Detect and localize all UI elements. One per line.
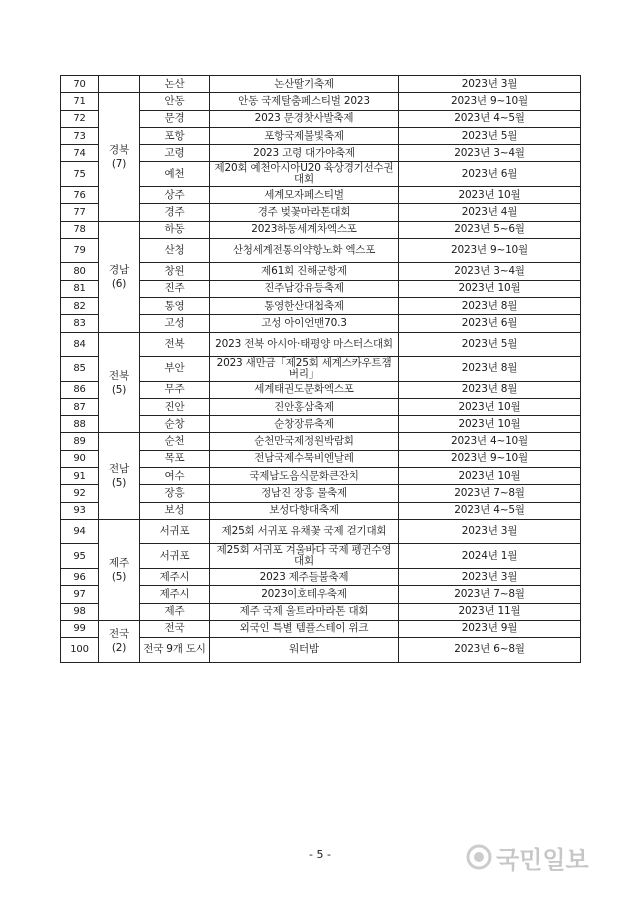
city-cell: 산청: [140, 238, 210, 263]
city-cell: 목포: [140, 450, 210, 467]
city-cell: 전국: [140, 620, 210, 637]
row-number: 97: [61, 586, 99, 603]
row-number: 73: [61, 127, 99, 144]
page-number: - 5 -: [309, 848, 331, 861]
region-count: (5): [111, 383, 127, 396]
city-cell: 하동: [140, 221, 210, 238]
region-cell-empty: [99, 76, 140, 93]
date-cell: 2023년 5~6월: [399, 221, 581, 238]
row-number: 91: [61, 468, 99, 485]
event-name-cell: 워터밤: [210, 638, 399, 663]
table-row: [61, 93, 581, 110]
date-cell: 2023년 3월: [399, 568, 581, 585]
region-cell-jeonnam: [99, 433, 140, 519]
row-number: 84: [61, 332, 99, 357]
date-cell: 2023년 3~4월: [399, 145, 581, 162]
table-row: [61, 221, 581, 238]
city-cell: 진주: [140, 280, 210, 297]
date-cell: 2023년 9~10월: [399, 238, 581, 263]
city-cell: 통영: [140, 297, 210, 314]
row-number: 79: [61, 238, 99, 263]
city-cell: 전국 9개 도시: [140, 638, 210, 663]
region-name: 경남: [109, 263, 129, 276]
row-number: 99: [61, 620, 99, 637]
city-cell: 제주시: [140, 586, 210, 603]
date-cell: 2023년 10월: [399, 416, 581, 433]
region-name: 제주: [109, 556, 129, 569]
event-name-cell: 제25회 서귀포 겨울바다 국제 펭귄수영대회: [210, 544, 399, 569]
table-row: [61, 433, 581, 450]
city-cell: 예천: [140, 162, 210, 187]
region-name: 경북: [109, 143, 129, 156]
event-name-cell: 2023 새만금「제25회 세계스카우트잼버리」: [210, 357, 399, 382]
watermark-logo: [466, 840, 626, 874]
row-number: 76: [61, 186, 99, 203]
region-name: 전남: [109, 463, 129, 476]
event-name-cell: 보성다향대축제: [210, 502, 399, 519]
city-cell: 창원: [140, 263, 210, 280]
table-row: [61, 620, 581, 637]
row-number: 80: [61, 263, 99, 280]
region-cell-nationwide: [99, 620, 140, 662]
date-cell: 2024년 1월: [399, 544, 581, 569]
date-cell: 2023년 3월: [399, 519, 581, 544]
date-cell: 2023년 4~5월: [399, 110, 581, 127]
city-cell: 제주: [140, 603, 210, 620]
row-number: 77: [61, 204, 99, 221]
row-number: 94: [61, 519, 99, 544]
date-cell: 2023년 4~10월: [399, 433, 581, 450]
event-name-cell: 제주 국제 울트라마라톤 대회: [210, 603, 399, 620]
event-name-cell: 논산딸기축제: [210, 76, 399, 93]
city-cell: 포항: [140, 127, 210, 144]
date-cell: 2023년 6월: [399, 162, 581, 187]
row-number: 74: [61, 145, 99, 162]
row-number: 75: [61, 162, 99, 187]
region-cell-jeonbuk: [99, 332, 140, 433]
row-number: 93: [61, 502, 99, 519]
row-number: 89: [61, 433, 99, 450]
region-cell-gyeongbuk: [99, 93, 140, 221]
city-cell: 안동: [140, 93, 210, 110]
event-name-cell: 제20회 예천아시아U20 육상경기선수권대회: [210, 162, 399, 187]
city-cell: 고성: [140, 315, 210, 332]
event-name-cell: 포항국제불빛축제: [210, 127, 399, 144]
date-cell: 2023년 10월: [399, 186, 581, 203]
event-name-cell: 산청세계전통의약항노화 엑스포: [210, 238, 399, 263]
date-cell: 2023년 4~5월: [399, 502, 581, 519]
row-number: 92: [61, 485, 99, 502]
event-name-cell: 진안홍삼축제: [210, 398, 399, 415]
date-cell: 2023년 10월: [399, 468, 581, 485]
city-cell: 고령: [140, 145, 210, 162]
date-cell: 2023년 8월: [399, 381, 581, 398]
date-cell: 2023년 10월: [399, 398, 581, 415]
city-cell: 순창: [140, 416, 210, 433]
table-row: [61, 519, 581, 544]
city-cell: 장흥: [140, 485, 210, 502]
event-name-cell: 진주남강유등축제: [210, 280, 399, 297]
date-cell: 2023년 5월: [399, 332, 581, 357]
festival-table: [60, 75, 581, 663]
date-cell: 2023년 10월: [399, 280, 581, 297]
row-number: 100: [61, 638, 99, 663]
row-number: 88: [61, 416, 99, 433]
date-cell: 2023년 3월: [399, 76, 581, 93]
event-name-cell: 2023하동세계차엑스포: [210, 221, 399, 238]
city-cell: 서귀포: [140, 519, 210, 544]
event-name-cell: 2023 문경찻사발축제: [210, 110, 399, 127]
city-cell: 전북: [140, 332, 210, 357]
date-cell: 2023년 3~4월: [399, 263, 581, 280]
region-count: (5): [111, 477, 127, 490]
city-cell: 보성: [140, 502, 210, 519]
city-cell: 논산: [140, 76, 210, 93]
kukmin-logo-icon: [466, 844, 492, 870]
event-name-cell: 세계모자페스티벌: [210, 186, 399, 203]
date-cell: 2023년 5월: [399, 127, 581, 144]
event-name-cell: 세계태권도문화엑스포: [210, 381, 399, 398]
event-name-cell: 안동 국제탈춤페스티벌 2023: [210, 93, 399, 110]
date-cell: 2023년 7~8월: [399, 485, 581, 502]
date-cell: 2023년 9~10월: [399, 93, 581, 110]
event-name-cell: 순천만국제정원박람회: [210, 433, 399, 450]
row-number: 96: [61, 568, 99, 585]
event-name-cell: 제61회 진해군항제: [210, 263, 399, 280]
event-name-cell: 제25회 서귀포 유채꽃 국제 걷기대회: [210, 519, 399, 544]
city-cell: 순천: [140, 433, 210, 450]
row-number: 82: [61, 297, 99, 314]
city-cell: 문경: [140, 110, 210, 127]
row-number: 71: [61, 93, 99, 110]
region-cell-jeju: [99, 519, 140, 620]
city-cell: 상주: [140, 186, 210, 203]
table-row: [61, 332, 581, 357]
region-count: (2): [111, 642, 127, 655]
date-cell: 2023년 6월: [399, 315, 581, 332]
date-cell: 2023년 8월: [399, 297, 581, 314]
region-count: (7): [111, 157, 127, 170]
city-cell: 여수: [140, 468, 210, 485]
region-count: (5): [111, 570, 127, 583]
event-name-cell: 2023 제주들불축제: [210, 568, 399, 585]
date-cell: 2023년 9~10월: [399, 450, 581, 467]
row-number: 70: [61, 76, 99, 93]
region-name: 전국: [109, 628, 129, 641]
row-number: 81: [61, 280, 99, 297]
city-cell: 경주: [140, 204, 210, 221]
date-cell: 2023년 11월: [399, 603, 581, 620]
event-name-cell: 2023 고령 대가야축제: [210, 145, 399, 162]
city-cell: 부안: [140, 357, 210, 382]
row-number: 78: [61, 221, 99, 238]
event-name-cell: 경주 벚꽃마라톤대회: [210, 204, 399, 221]
date-cell: 2023년 9월: [399, 620, 581, 637]
date-cell: 2023년 4월: [399, 204, 581, 221]
event-name-cell: 2023이호테우축제: [210, 586, 399, 603]
city-cell: 무주: [140, 381, 210, 398]
region-count: (6): [111, 277, 127, 290]
row-number: 86: [61, 381, 99, 398]
date-cell: 2023년 8월: [399, 357, 581, 382]
event-name-cell: 순창장류축제: [210, 416, 399, 433]
row-number: 85: [61, 357, 99, 382]
region-name: 전북: [109, 369, 129, 382]
row-number: 87: [61, 398, 99, 415]
row-number: 98: [61, 603, 99, 620]
event-name-cell: 외국인 특별 템플스테이 위크: [210, 620, 399, 637]
city-cell: 진안: [140, 398, 210, 415]
row-number: 83: [61, 315, 99, 332]
row-number: 90: [61, 450, 99, 467]
watermark-text: 국민일보: [496, 845, 589, 874]
event-name-cell: 정남진 장흥 물축제: [210, 485, 399, 502]
row-number: 72: [61, 110, 99, 127]
city-cell: 제주시: [140, 568, 210, 585]
date-cell: 2023년 6~8월: [399, 638, 581, 663]
event-name-cell: 고성 아이언맨70.3: [210, 315, 399, 332]
event-name-cell: 통영한산대첩축제: [210, 297, 399, 314]
row-number: 95: [61, 544, 99, 569]
table-row: [61, 76, 581, 93]
city-cell: 서귀포: [140, 544, 210, 569]
event-name-cell: 국제남도음식문화큰잔치: [210, 468, 399, 485]
region-cell-gyeongnam: [99, 221, 140, 332]
event-name-cell: 2023 전북 아시아·태평양 마스터스대회: [210, 332, 399, 357]
event-name-cell: 전남국제수묵비엔날레: [210, 450, 399, 467]
date-cell: 2023년 7~8월: [399, 586, 581, 603]
